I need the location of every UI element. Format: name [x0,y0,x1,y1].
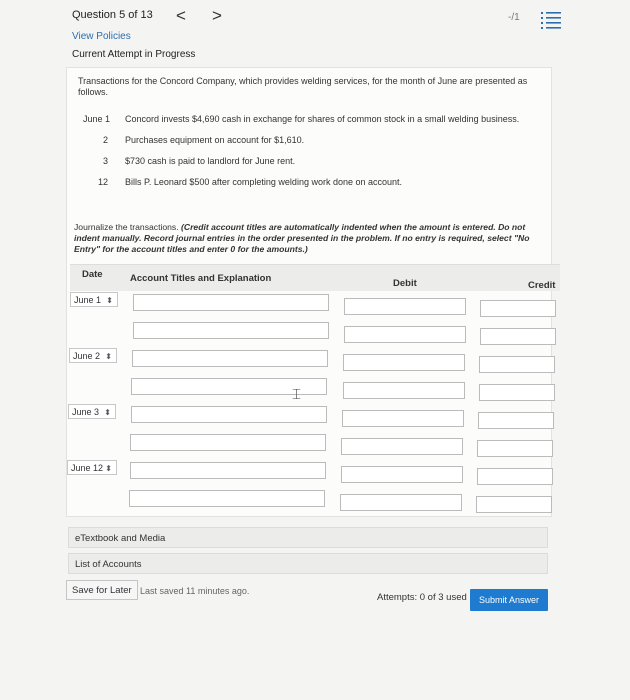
view-policies-link[interactable]: View Policies [72,31,131,42]
transaction-description: $730 cash is paid to landlord for June rent. [125,156,296,166]
select-arrows-icon: ⬍ [104,408,111,417]
instructions-bold: (Credit account titles are automatically indented when the amount is entered. Do not indent manually. Record journal entries in the order presented in the problem. If no entry is required, select "No Entry" for the account titles and enter 0 for the amounts.) [74,222,530,254]
debit-input[interactable] [341,438,463,455]
journal-instructions [74,222,548,255]
transaction-date: June 1 [82,114,110,124]
attempt-status: Current Attempt in Progress [72,49,196,60]
account-title-input[interactable] [133,322,329,339]
debit-column-header: Debit [393,278,417,289]
list-of-accounts-link[interactable]: List of Accounts [68,553,548,574]
account-title-input[interactable] [130,434,326,451]
credit-input[interactable] [480,300,556,317]
select-arrows-icon: ⬍ [105,352,112,361]
credit-input[interactable] [478,412,554,429]
transaction-description: Purchases equipment on account for $1,610. [125,135,305,145]
date-select-value: June 3 [72,407,100,417]
question-counter: Question 5 of 13 [72,9,153,21]
text-cursor-icon: ⌶ [292,386,302,403]
date-select-value: June 1 [74,295,102,305]
submit-answer-button[interactable]: Submit Answer [470,589,548,611]
date-select-june-12[interactable] [67,460,117,475]
account-title-input[interactable] [129,490,325,507]
select-arrows-icon: ⬍ [105,464,112,473]
last-saved-status: Last saved 11 minutes ago. [140,586,250,596]
account-title-input[interactable] [133,294,329,311]
debit-input[interactable] [340,494,462,511]
account-title-input[interactable] [132,350,328,367]
date-select-june-1[interactable] [70,292,118,307]
date-select-value: June 2 [73,351,101,361]
transaction-description: Bills P. Leonard $500 after completing welding work done on account. [125,177,403,187]
credit-input[interactable] [477,468,553,485]
question-list-icon[interactable] [541,11,561,33]
date-select-june-2[interactable] [69,348,117,363]
instructions-lead: Journalize the transactions. [74,222,182,232]
save-for-later-button[interactable]: Save for Later [66,580,138,600]
debit-input[interactable] [341,466,463,483]
date-select-june-3[interactable] [68,404,116,419]
debit-input[interactable] [342,410,464,427]
select-arrows-icon: ⬍ [106,296,113,305]
account-column-header: Account Titles and Explanation [130,273,272,284]
etextbook-media-link[interactable]: eTextbook and Media [68,527,548,548]
question-prompt: Transactions for the Concord Company, which provides welding services, for the month of June are presented as follows. [78,76,528,97]
account-title-input[interactable] [131,406,327,423]
transaction-description: Concord invests $4,690 cash in exchange for shares of common stock in a small welding business. [125,114,520,124]
debit-input[interactable] [344,298,466,315]
transaction-date: 12 [97,177,108,187]
credit-input[interactable] [479,384,555,401]
credit-input[interactable] [480,328,556,345]
credit-input[interactable] [479,356,555,373]
question-score: -/1 [508,12,520,23]
attempts-counter: Attempts: 0 of 3 used [377,592,467,603]
debit-input[interactable] [343,354,465,371]
date-column-header: Date [82,269,103,280]
next-question-button[interactable]: > [212,6,222,25]
credit-column-header: Credit [528,280,556,291]
transaction-date: 2 [102,135,108,145]
date-select-value: June 12 [71,463,104,473]
transaction-date: 3 [102,156,108,166]
account-title-input[interactable] [130,462,326,479]
credit-input[interactable] [477,440,553,457]
credit-input[interactable] [476,496,552,513]
debit-input[interactable] [344,326,466,343]
previous-question-button[interactable]: < [176,6,186,25]
debit-input[interactable] [343,382,465,399]
